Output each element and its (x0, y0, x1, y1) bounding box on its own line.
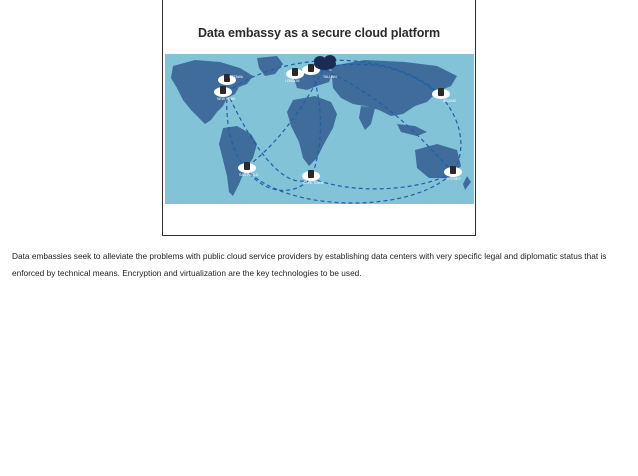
city-label: TALLINN (323, 75, 337, 79)
world-map (165, 54, 474, 204)
slide-frame (162, 0, 476, 236)
server-icon (302, 170, 320, 181)
slide-description: Data embassies seek to alleviate the problems with public cloud service providers by establishing data centers with very specific legal and diplomatic status that is enforced by technical means. Encryption and virtualization are the key technologies to be used. (12, 251, 607, 278)
city-label: NEW YORK (217, 97, 236, 101)
city-label: CAPE TOWN (303, 181, 324, 185)
india-landmass (359, 106, 375, 130)
city-label: OTTAWA (229, 75, 243, 79)
new-zealand-landmass (463, 176, 471, 190)
server-icon (286, 68, 304, 79)
cloud-icon (314, 55, 336, 70)
greenland-landmass (257, 56, 283, 76)
north-america-landmass (171, 60, 253, 124)
continents (171, 56, 471, 196)
asia-landmass (331, 60, 457, 116)
city-label: BEIJING (443, 99, 457, 103)
route-saopaulo-bottom (245, 168, 453, 203)
city-label: SAO PAULO (239, 173, 259, 177)
city-label: SYDNEY (447, 177, 461, 181)
world-map-illustration (165, 54, 474, 204)
africa-landmass (287, 96, 337, 166)
slide-title: Data embassy as a secure cloud platform (197, 26, 441, 40)
route-saopaulo-capetown (245, 168, 311, 190)
city-label: LONDON (285, 79, 300, 83)
